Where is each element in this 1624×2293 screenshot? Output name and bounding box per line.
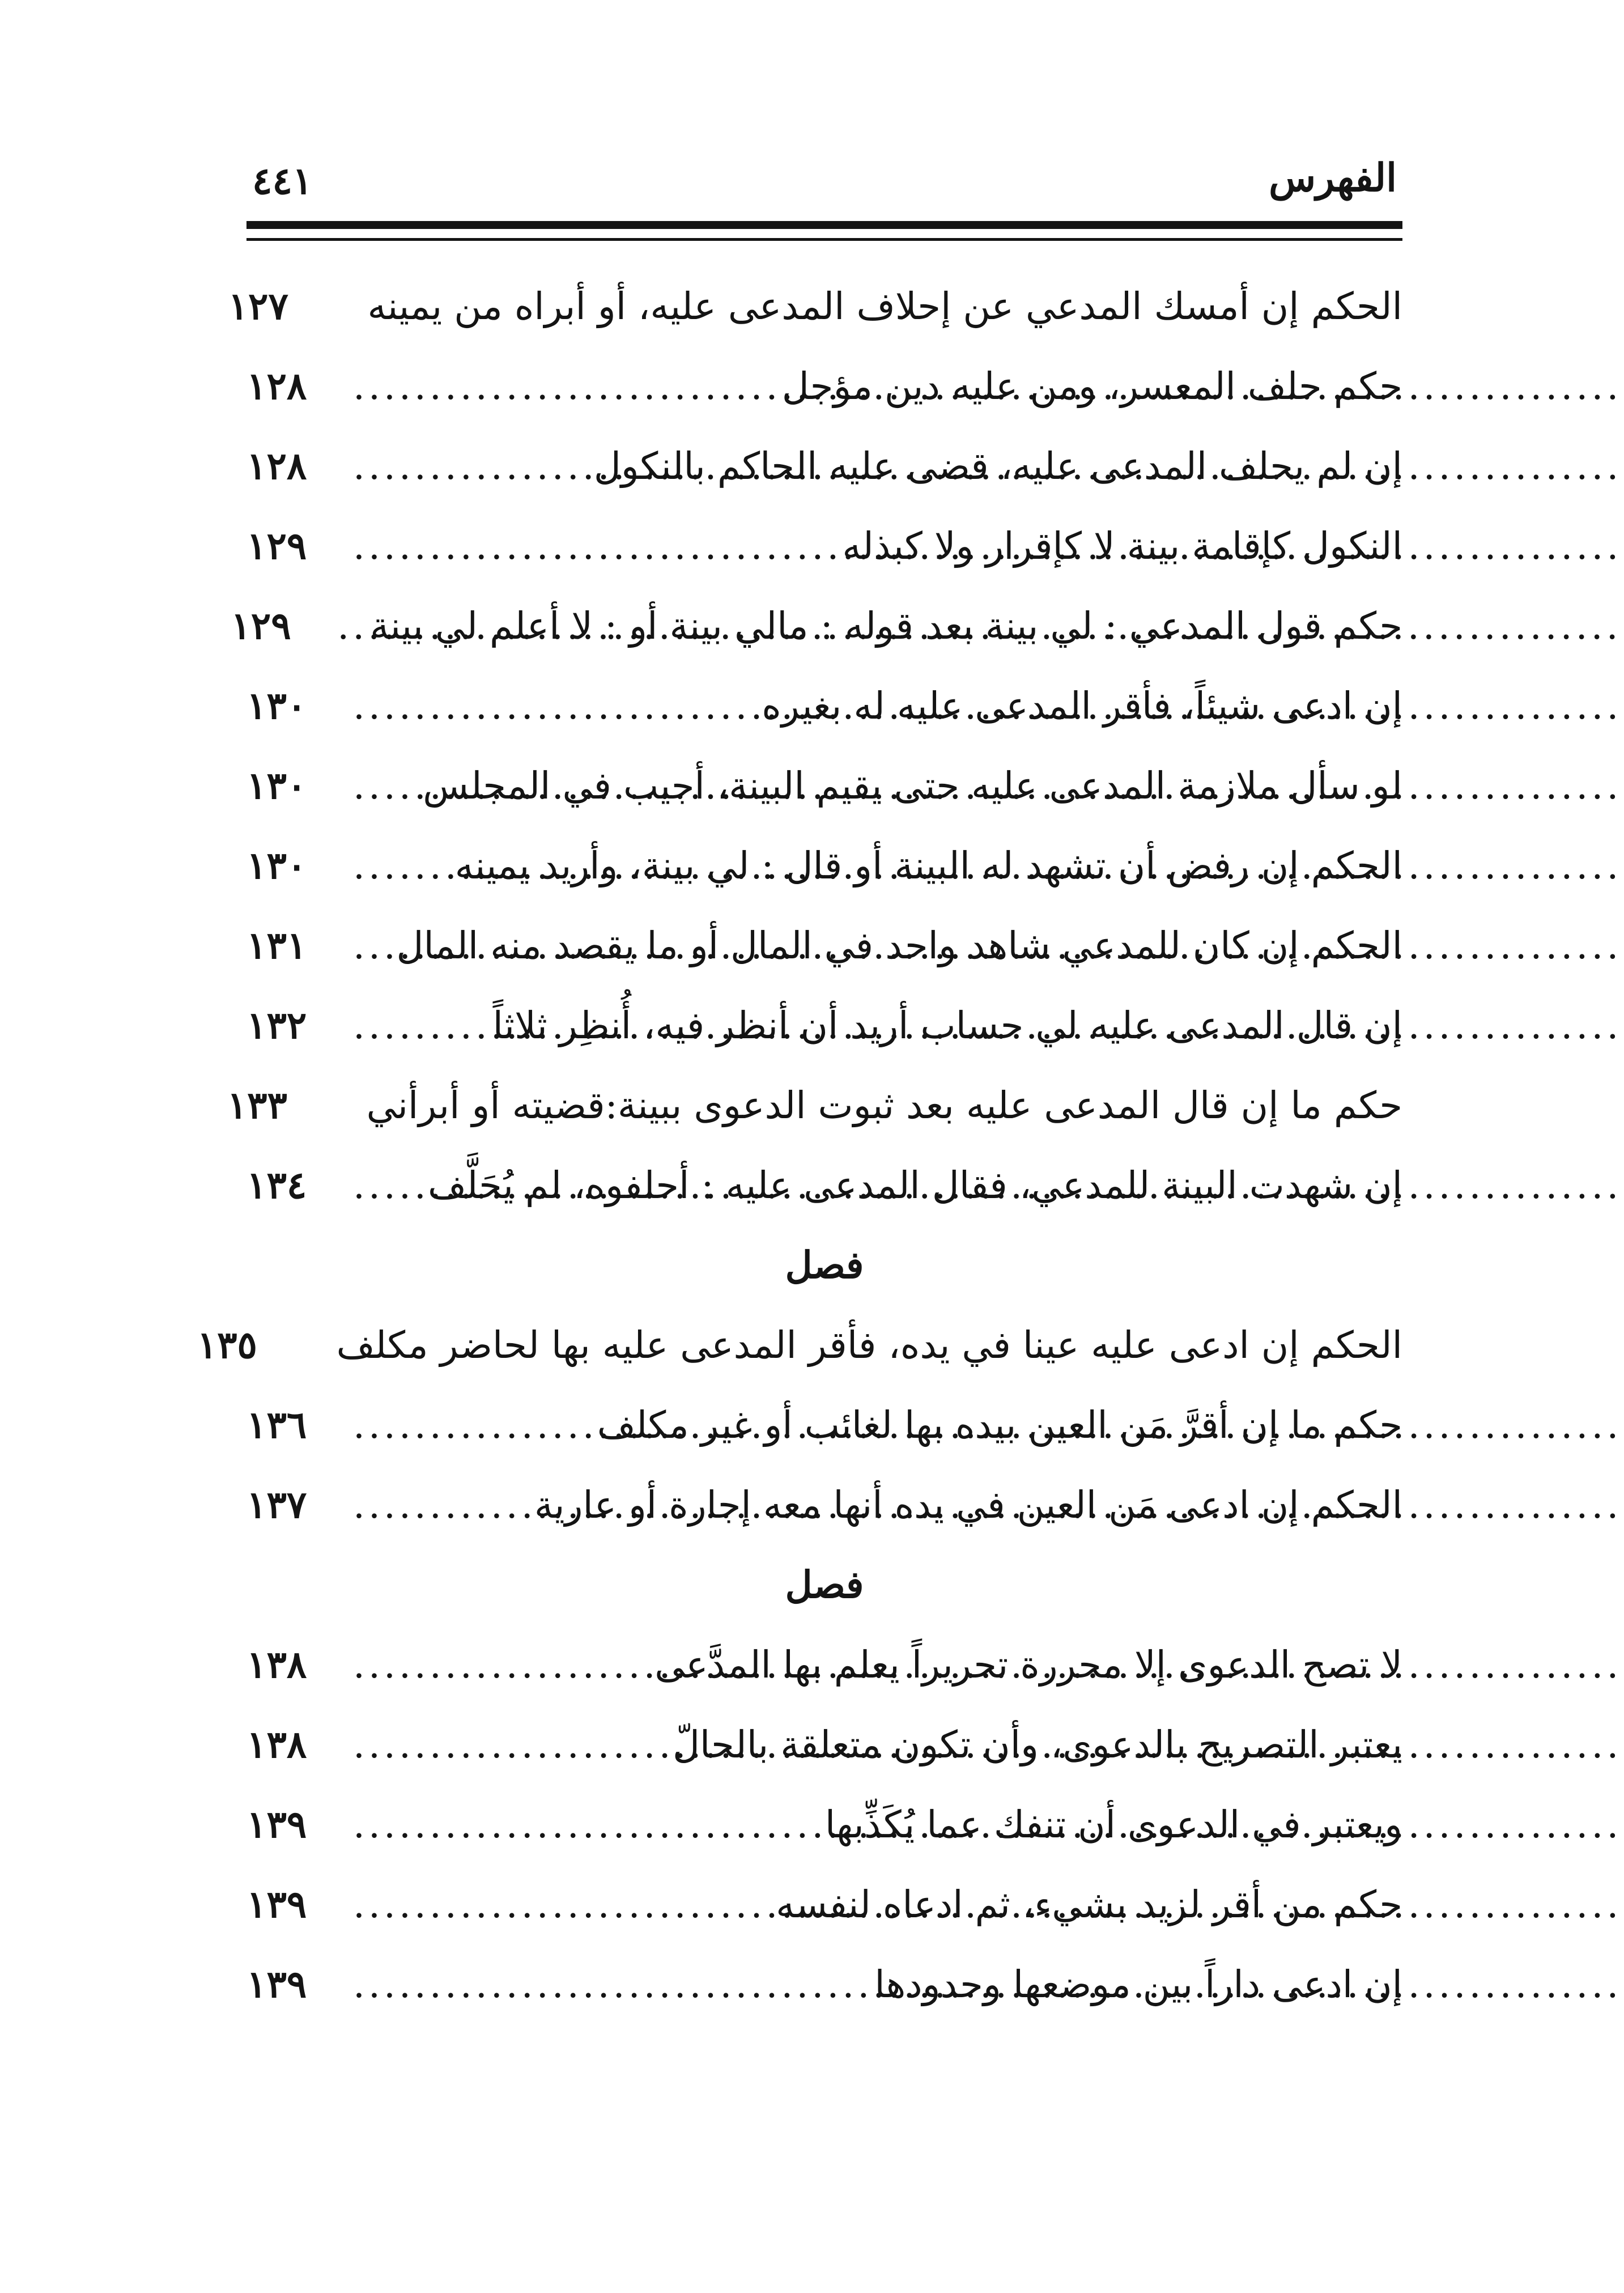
table-of-contents (197, 266, 1402, 2024)
toc-entry-page: ١٣٢ (246, 1003, 307, 1047)
toc-entry-title: حكم حلف المعسر، ومن عليه دين مؤجل (781, 364, 1402, 408)
index-page (197, 153, 1402, 2080)
toc-entry-page: ١٣٠ (246, 683, 307, 728)
toc-entry-title: إن ادعى داراً بين موضعها وحدودها (874, 1963, 1402, 2006)
page-number: ٤٤١ (252, 159, 313, 203)
toc-entry-page: ١٢٨ (246, 444, 307, 488)
toc-entry-page: ١٣٠ (246, 763, 307, 808)
page-header (246, 153, 1402, 215)
toc-entry (246, 826, 1402, 906)
dot-leader (353, 346, 772, 426)
dot-leader (353, 1145, 418, 1225)
toc-entry (246, 1625, 1402, 1705)
dot-leader (353, 1705, 662, 1785)
dot-leader (353, 986, 483, 1065)
toc-entry (246, 1785, 1402, 1865)
toc-entry-title: لو سأل ملازمة المدعى عليه حتى يقيم البينة، أجيب في المجلس (423, 764, 1402, 808)
toc-entry-title: الحكم إن رفض أن تشهد له البينة أو قال : لي بينة، وأريد يمينه (454, 844, 1402, 888)
toc-entry (197, 1305, 1402, 1385)
toc-entry (246, 346, 1402, 426)
toc-entry (246, 906, 1402, 986)
toc-entry (246, 1865, 1402, 1944)
toc-entry-page: ١٣٤ (246, 1163, 307, 1207)
toc-entry (246, 506, 1402, 586)
header-rule-thin (246, 238, 1402, 241)
toc-entry-title: حكم قول المدعي : لي بينة بعد قوله : مالي بينة أو : لا أعلم لي بينة (370, 604, 1402, 648)
toc-entry (246, 1465, 1402, 1545)
toc-entry (228, 266, 1402, 346)
toc-entry-title: حكم ما إن قال المدعى عليه بعد ثبوت الدعوى ببينة:قضيته أو أبرأني (366, 1084, 1402, 1127)
toc-entry-page: ١٢٩ (231, 604, 291, 648)
dot-leader (353, 1465, 524, 1545)
dot-leader (353, 826, 445, 906)
toc-entry-page: ١٣٩ (246, 1802, 307, 1846)
toc-entry (231, 586, 1402, 666)
toc-entry-title: إن لم يحلف المدعى عليه، قضى عليه الحاكم بالنكول (593, 444, 1402, 488)
toc-entry-page: ١٣٥ (197, 1323, 257, 1367)
toc-entry-title: الحكم إن ادعى مَن العين في يده أنها معه إجارة أو عارية (534, 1483, 1402, 1527)
dot-leader (353, 1865, 766, 1944)
toc-entry-page: ١٣٨ (246, 1722, 307, 1767)
toc-entry (246, 1145, 1402, 1225)
dot-leader (353, 906, 386, 986)
toc-entry-title: إن قال المدعى عليه لي حساب أريد أن أنظر فيه، أُنظِر ثلاثاً (492, 1004, 1402, 1047)
toc-entry (246, 1385, 1402, 1465)
toc-entry-title: إن شهدت البينة للمدعي، فقال المدعى عليه : أحلفوه، لم يُحَلَّف (427, 1164, 1402, 1207)
dot-leader (353, 506, 832, 586)
toc-entry-page: ١٢٧ (228, 284, 288, 328)
toc-entry (246, 666, 1402, 746)
toc-entry (246, 986, 1402, 1065)
toc-entry-page: ١٣١ (246, 923, 307, 967)
dot-leader (353, 1385, 587, 1465)
toc-entry-title: يعتبر التصريح بالدعوى، وأن تكون متعلقة بالحالّ (672, 1723, 1402, 1767)
toc-entry (246, 426, 1402, 506)
toc-entry (227, 1065, 1402, 1145)
toc-entry-title: الحكم إن أمسك المدعي عن إحلاف المدعى عليه، أو أبراه من يمينه (367, 284, 1402, 328)
toc-entry-page: ١٣٣ (227, 1083, 287, 1127)
dot-leader (353, 1625, 644, 1705)
toc-entry-title: الحكم إن كان للمدعي شاهد واحد في المال أو ما يقصد منه المال (396, 924, 1402, 967)
dot-leader (337, 586, 360, 666)
header-rule-thick (246, 221, 1402, 229)
dot-leader (353, 426, 584, 506)
toc-entry-title: النكول كإقامة بينة لا كإقرار ولا كبذله (842, 524, 1402, 568)
dot-leader (353, 1944, 864, 2024)
toc-entry-page: ١٣٧ (246, 1483, 307, 1527)
dot-leader (353, 746, 413, 826)
toc-entry-title: الحكم إن ادعى عليه عينا في يده، فأقر المدعى عليه بها لحاضر مكلف (336, 1323, 1402, 1367)
running-title: الفهرس (1269, 155, 1397, 201)
toc-entry (246, 1944, 1402, 2024)
toc-entry-title: حكم ما إن أقرَّ مَن العين بيده بها لغائب أو غير مكلف (597, 1403, 1402, 1447)
dot-leader (353, 666, 751, 746)
toc-entry-title: إن ادعى شيئاً، فأقر المدعى عليه له بغيره (762, 684, 1402, 728)
toc-entry-page: ١٣٦ (246, 1403, 307, 1447)
section-heading: فصل (785, 1243, 864, 1287)
toc-entry (246, 746, 1402, 826)
toc-entry-page: ١٢٨ (246, 364, 307, 408)
section-heading: فصل (785, 1562, 864, 1607)
toc-entry-title: ويعتبر في الدعوى أن تنفك عما يُكَذِّبها (824, 1803, 1402, 1846)
toc-entry-page: ١٣٠ (246, 843, 307, 888)
dot-leader (353, 1785, 815, 1865)
toc-entry-page: ١٢٩ (246, 524, 307, 568)
toc-entry-title: لا تصح الدعوى إلا محررة تحريراً يعلم بها المدَّعى (654, 1643, 1402, 1687)
toc-entry (246, 1705, 1402, 1785)
toc-entry-title: حكم من أقر لزيد بشيء، ثم ادعاه لنفسه (776, 1883, 1402, 1926)
toc-entry-page: ١٣٩ (246, 1962, 307, 2006)
toc-entry-page: ١٣٩ (246, 1882, 307, 1926)
toc-entry-page: ١٣٨ (246, 1642, 307, 1687)
